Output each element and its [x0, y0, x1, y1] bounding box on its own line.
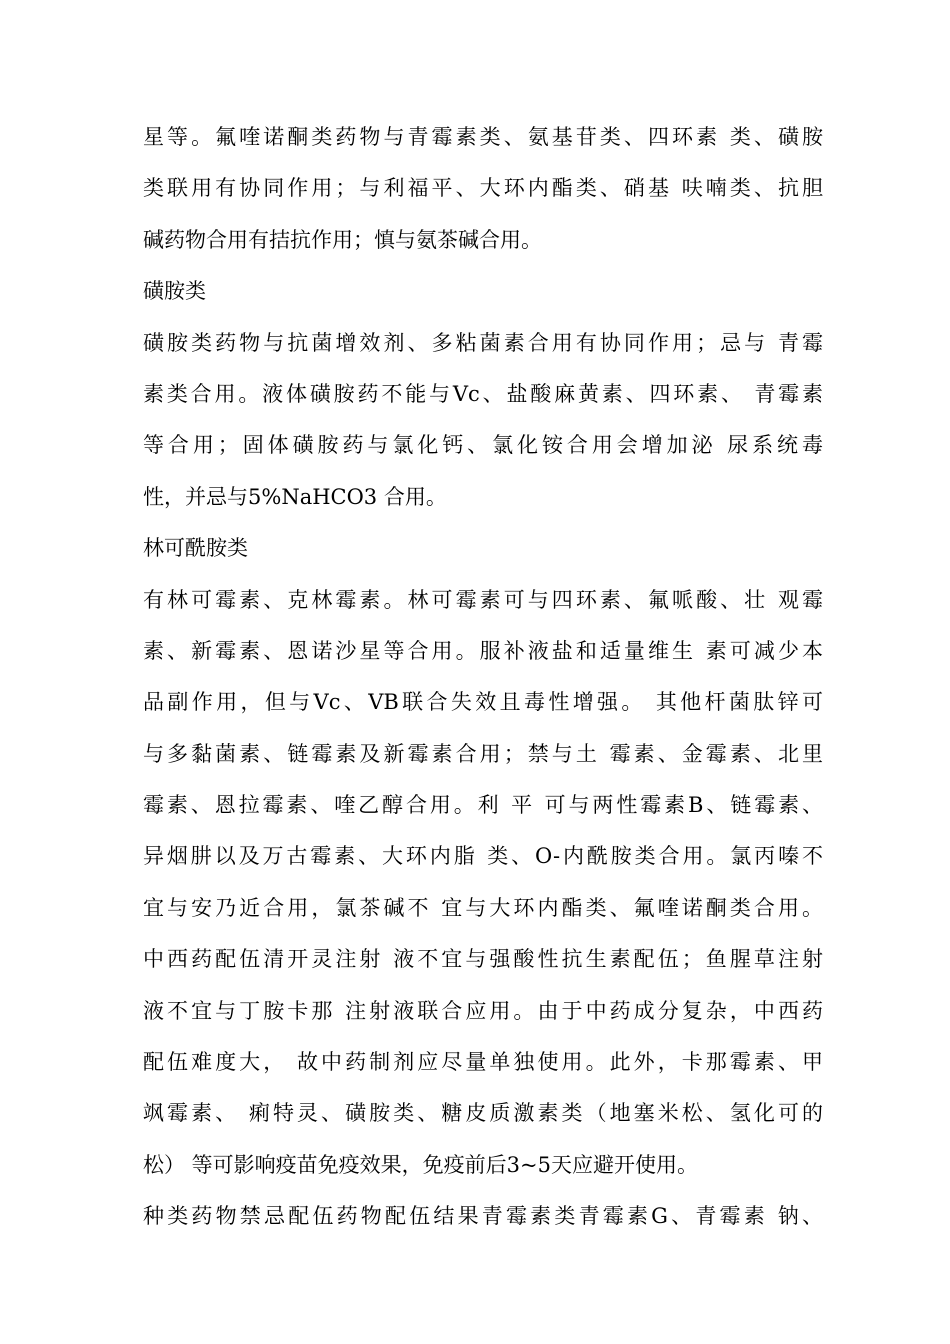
text-line: 素类合用。液体磺胺药不能与Vc、盐酸麻黄素、四环素、 青霉素 [143, 381, 823, 406]
text-line: 异烟肼以及万古霉素、大环内脂 类、O-内酰胺类合用。氯丙嗪不 [143, 844, 823, 869]
text-line: 类联用有协同作用；与利福平、大环内酯类、硝基 呋喃类、抗胆 [143, 176, 823, 201]
text-line: 性，并忌与5%NaHCO3 合用。 [143, 484, 447, 509]
text-line: 品副作用，但与Vc、VB联合失效且毒性增强。 其他杆菌肽锌可 [143, 690, 823, 715]
text-line: 液不宜与丁胺卡那 注射液联合应用。由于中药成分复杂，中西药 [143, 998, 823, 1023]
text-line: 磺胺类药物与抗菌增效剂、多粘菌素合用有协同作用；忌与 青霉 [143, 330, 823, 355]
section-heading: 磺胺类 [143, 279, 206, 304]
text-line: 霉素、恩拉霉素、喹乙醇合用。利 平 可与两性霉素B、链霉素、 [143, 793, 823, 818]
text-line: 等合用；固体磺胺药与氯化钙、氯化铵合用会增加泌 尿系统毒 [143, 433, 823, 458]
text-line: 种类药物禁忌配伍药物配伍结果青霉素类青霉素G、青霉素 钠、 [143, 1204, 823, 1229]
text-line: 有林可霉素、克林霉素。林可霉素可与四环素、氟哌酸、壮 观霉 [143, 587, 823, 612]
text-line: 碱药物合用有拮抗作用；慎与氨茶碱合用。 [143, 227, 542, 252]
text-line: 配伍难度大， 故中药制剂应尽量单独使用。此外，卡那霉素、甲 [143, 1050, 823, 1075]
text-line: 中西药配伍清开灵注射 液不宜与强酸性抗生素配伍；鱼腥草注射 [143, 947, 823, 972]
body-text [143, 112, 823, 1243]
text-line: 星等。氟喹诺酮类药物与青霉素类、氨基苷类、四环素 类、磺胺 [143, 125, 823, 149]
text-line: 松） 等可影响疫苗免疫效果，免疫前后3~5天应避开使用。 [143, 1152, 698, 1177]
text-line: 宜与安乃近合用，氯茶碱不 宜与大环内酯类、氟喹诺酮类合用。 [143, 895, 823, 920]
text-line: 与多黏菌素、链霉素及新霉素合用；禁与土 霉素、金霉素、北里 [143, 741, 823, 766]
text-line: 素、新霉素、恩诺沙星等合用。服补液盐和适量维生 素可减少本 [143, 638, 823, 663]
section-heading: 林可酰胺类 [143, 536, 248, 561]
text-line: 飒霉素、 痢特灵、磺胺类、糖皮质激素类（地塞米松、氢化可的 [143, 1101, 823, 1126]
